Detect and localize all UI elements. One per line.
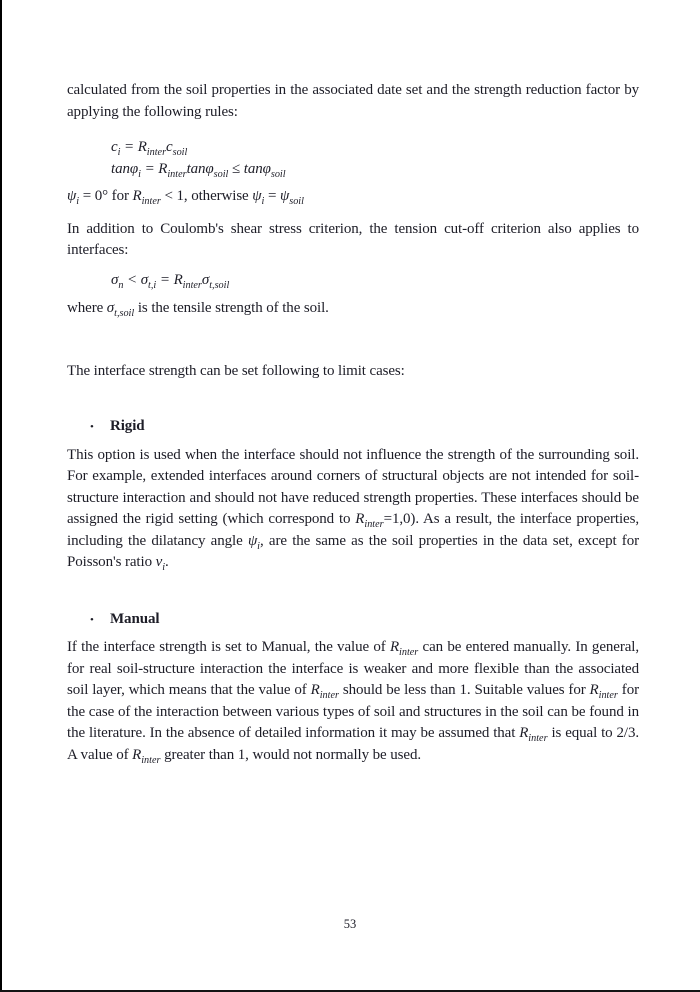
bullet-label-manual: Manual bbox=[110, 610, 160, 627]
scan-edge-left bbox=[0, 0, 2, 992]
formula-cohesion: $c_i = R_{inter}c_{soil}$ bbox=[111, 139, 188, 158]
page-number: 53 bbox=[343, 917, 357, 931]
line-where-tensile: where $\sigma_{t,soil}$ is the tensile strength of the soil. bbox=[67, 300, 329, 319]
paragraph-manual: If the interface strength is set to Manual, the value of $R_{inter}$ can be entered manually. In general, for real soil-structure interaction the interface is weaker and more flexible than the associated soil layer, which means that the value of $R_{inter}$ should be less than 1. Suitable values for $R_{inter}$ for the case of the interaction between various types of soil and structures in the soil can be found in the literature. In the absence of detailed information it may be assumed that $R_{inter}$ is equal to 2/3. A value of $R_{inter}$ greater than 1, would not normally be used. bbox=[67, 639, 640, 766]
bullet-item-manual bbox=[67, 609, 639, 631]
formula-tension: $\sigma_n < \sigma_{t,i} = R_{inter}\sigma_{t,soil}$ bbox=[111, 271, 230, 291]
paragraph-tension-cutoff: In addition to Coulomb's shear stress criterion, the tension cut-off criterion also applies to interfaces: bbox=[67, 220, 639, 258]
line-dilatancy-rule: $\psi_i = 0^\circ$ for $R_{inter} < 1$, otherwise $\psi_i = \psi_{soil}$ bbox=[67, 188, 304, 207]
bullet-label-rigid: Rigid bbox=[110, 418, 145, 434]
formula-friction: $\tan\varphi_i = R_{inter}\tan\varphi_{soil} \le \tan\varphi_{soil}$ bbox=[111, 160, 286, 180]
paragraph-limit-cases: The interface strength can be set following to limit cases: bbox=[67, 362, 405, 379]
bullet-icon: • bbox=[90, 421, 94, 433]
paragraph-intro: calculated from the soil properties in the associated date set and the strength reduction factor by applying the following rules: bbox=[67, 82, 639, 120]
bullet-icon: • bbox=[90, 613, 94, 626]
bullet-item-rigid bbox=[67, 416, 639, 438]
paragraph-rigid: This option is used when the interface should not influence the strength of the surrounding soil. For example, extended interfaces around corners of structural objects are not intended for soil-structure interaction and should not have reduced strength properties. These interfaces should be assigned the rigid setting (which correspond to $R_{inter}=1,0$). As a result, the interface properties, including the dilatancy angle $\psi_i$, are the same as the soil properties in the data set, except for Poisson's ratio $\nu_i$. bbox=[67, 446, 639, 573]
page-content bbox=[67, 80, 639, 766]
